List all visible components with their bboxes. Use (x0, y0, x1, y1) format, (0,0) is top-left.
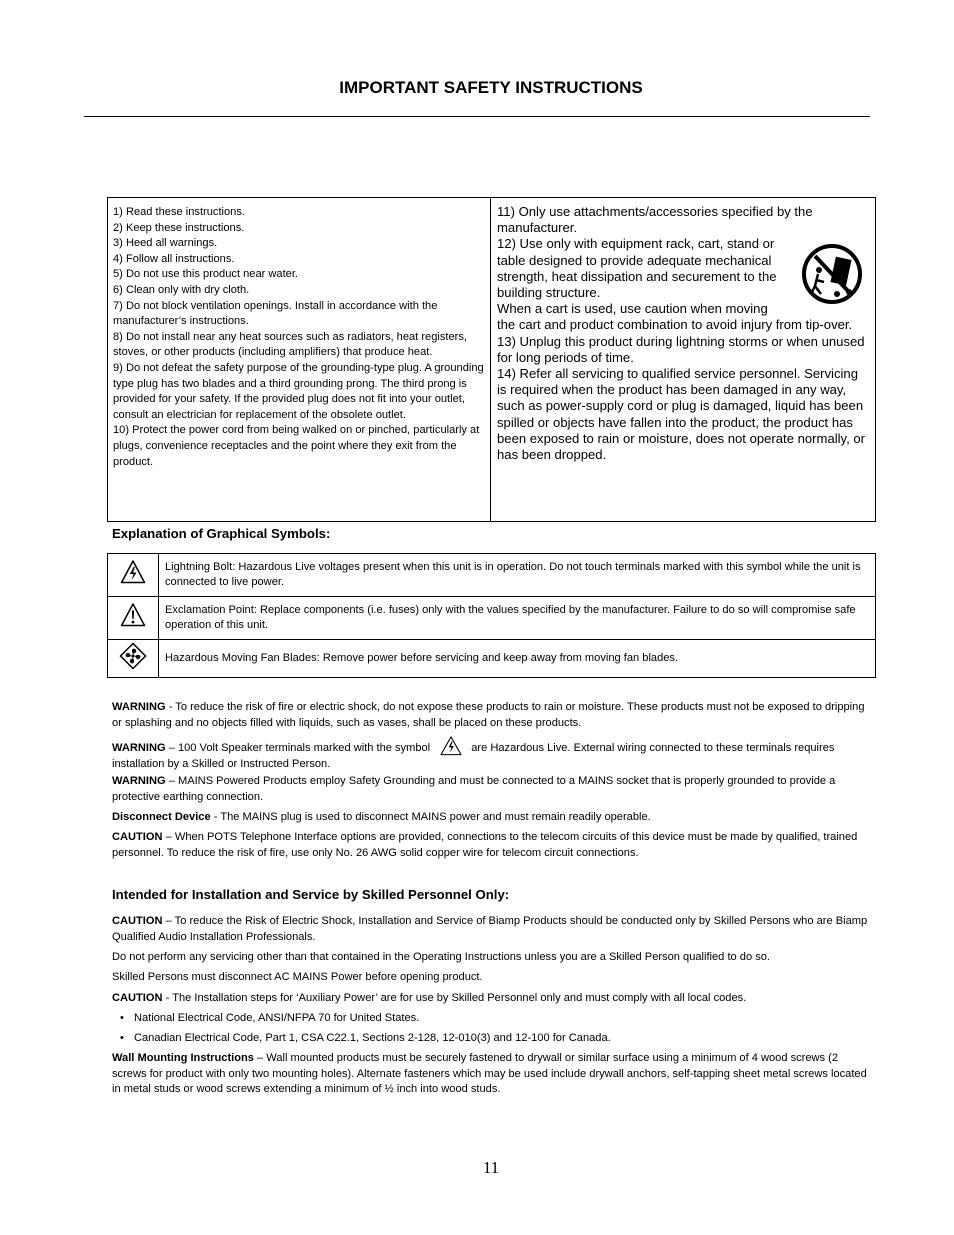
warning-text: – When POTS Telephone Interface options are provided, connections to the telecom circuits of this device must be made by qualified, trained personnel. To reduce the risk of fire, use only No. 26 AWG solid copper wire for telecom circuit connections. (112, 831, 858, 859)
skilled-personnel-heading: Intended for Installation and Service by Skilled Personnel Only: (112, 887, 510, 902)
warning-label: WARNING (112, 742, 166, 754)
instruction-item: 4) Follow all instructions. (113, 252, 235, 265)
wall-mounting-paragraph (112, 1051, 872, 1098)
instruction-item: 12) Use only with equipment rack, cart, stand or table designed to provide adequate mechanical strength, heat dissipation and securement to the building structure. (497, 236, 777, 301)
warning-text: - The MAINS plug is used to disconnect MAINS power and must remain readily operable. (210, 811, 651, 823)
page-number: 11 (482, 1158, 500, 1177)
instructions-table (107, 197, 876, 522)
warning-text: – 100 Volt Speaker terminals marked with the symbol (165, 742, 431, 754)
symbol-icon-cell (108, 640, 159, 678)
caution-text: Do not perform any servicing other than that contained in the Operating Instructions unless you are a Skilled Person qualified to do so. (112, 951, 770, 963)
wall-mounting-label: Wall Mounting Instructions (112, 1052, 254, 1064)
list-item (120, 1031, 611, 1047)
bullet-icon: • (120, 1012, 124, 1024)
fan-blades-icon (119, 642, 147, 670)
instruction-item: 8) Do not install near any heat sources such as radiators, heat registers, stoves, or other products (including amplifiers) that produce heat. (113, 330, 467, 359)
warning-paragraph (112, 700, 872, 731)
caution-paragraph (112, 991, 872, 1007)
caution-label: CAUTION (112, 992, 163, 1004)
list-item (120, 1011, 419, 1027)
symbol-row (108, 640, 876, 678)
instruction-item: 14) Refer all servicing to qualified service personnel. Servicing is required when the product has been damaged in any way, such as power-supply cord or plug is damaged, liquid has been spilled or objects have fallen into the product, the product has been exposed to rain or moisture, does not operate normally, or has been dropped. (497, 366, 866, 463)
warning-paragraph (112, 830, 872, 861)
warning-label: WARNING (112, 701, 166, 713)
exclamation-point-icon (120, 602, 146, 628)
list-item-text: National Electrical Code, ANSI/NFPA 70 for United States. (134, 1012, 420, 1024)
instruction-item: 13) Unplug this product during lightning storms or when unused for long periods of time. (497, 333, 865, 365)
instruction-item: 7) Do not block ventilation openings. Install in accordance with the manufacturer’s instructions. (113, 299, 438, 328)
instructions-left-column (108, 198, 491, 521)
title-divider (84, 116, 870, 117)
caution-label: CAUTION (112, 915, 163, 927)
instruction-item: 5) Do not use this product near water. (113, 268, 298, 281)
warning-text: are Hazardous Live. External wiring connected to these terminals requires installation by a Skilled or Instructed Person. (112, 742, 835, 770)
instruction-item: 6) Clean only with dry cloth. (113, 283, 250, 296)
instruction-item: 1) Read these instructions. (113, 206, 245, 218)
lightning-bolt-icon (438, 736, 464, 756)
instructions-right-column (491, 198, 875, 521)
symbol-row (108, 597, 876, 640)
caution-text: – To reduce the Risk of Electric Shock, Installation and Service of Biamp Products should be conducted only by Skilled Persons who are Biamp Qualified Audio Installation Professionals. (112, 915, 868, 943)
instruction-item: 2) Keep these instructions. (113, 221, 245, 234)
symbol-description: Lightning Bolt: Hazardous Live voltages present when this unit is in operation. Do not touch terminals marked with this symbol while the unit is connected to live power. (159, 554, 876, 597)
symbol-description: Exclamation Point: Replace components (i.e. fuses) only with the values specified by the manufacturer. Failure to do so will compromise safe operation of this unit. (159, 597, 876, 640)
symbol-icon-cell (108, 554, 159, 597)
symbols-heading: Explanation of Graphical Symbols: (112, 526, 331, 541)
warning-paragraph (112, 774, 872, 805)
warning-paragraph (112, 810, 872, 826)
lightning-bolt-icon (120, 559, 146, 585)
warning-label: CAUTION (112, 831, 163, 843)
wall-mounting-text: – Wall mounted products must be securely fastened to drywall or similar surface using a minimum of 4 wood screws (2 screws for product with only two mounting holes). Alternate fasteners which may be used include drywall anchors, self-tapping sheet metal screws located in metal studs or wood screws extending a minimum of ½ inch into wood studs. (112, 1052, 867, 1095)
symbols-table (107, 553, 876, 678)
cart-tip-over-warning-icon (797, 244, 867, 304)
instruction-item: 10) Protect the power cord from being walked on or pinched, particularly at plugs, convenience receptacles and the point where they exit from the product. (113, 424, 480, 468)
symbol-row (108, 554, 876, 597)
caution-text: - The Installation steps for ‘Auxiliary Power’ are for use by Skilled Personnel only and must comply with all local codes. (162, 992, 747, 1004)
caution-paragraph (112, 914, 872, 945)
instruction-item: 11) Only use attachments/accessories specified by the manufacturer. (497, 204, 813, 236)
caution-paragraph (112, 970, 872, 986)
caution-text: Skilled Persons must disconnect AC MAINS Power before opening product. (112, 971, 483, 983)
warning-label: Disconnect Device (112, 811, 211, 823)
symbol-icon-cell (108, 597, 159, 640)
warning-text: – MAINS Powered Products employ Safety Grounding and must be connected to a MAINS socket that is properly grounded to provide a protective earthing connection. (112, 775, 836, 803)
warning-paragraph (112, 736, 872, 772)
page-title: IMPORTANT SAFETY INSTRUCTIONS (339, 78, 643, 97)
symbol-description: Hazardous Moving Fan Blades: Remove power before servicing and keep away from moving fan blades. (159, 640, 876, 678)
instruction-item: When a cart is used, use caution when moving the cart and product combination to avoid injury from tip-over. (497, 301, 853, 333)
warning-label: WARNING (112, 775, 166, 787)
warning-text: - To reduce the risk of fire or electric shock, do not expose these products to rain or moisture. These products must not be exposed to dripping or splashing and no objects filled with liquids, such as vases, shall be placed on these products. (112, 701, 865, 729)
list-item-text: Canadian Electrical Code, Part 1, CSA C22.1, Sections 2-128, 12-010(3) and 12-100 for Canada. (134, 1032, 611, 1044)
caution-paragraph (112, 950, 872, 966)
bullet-icon: • (120, 1032, 124, 1044)
instruction-item: 9) Do not defeat the safety purpose of the grounding-type plug. A grounding type plug has two blades and a third grounding prong. The third prong is provided for your safety. If the provided plug does not fit into your outlet, consult an electrician for replacement of the obsolete outlet. (113, 361, 484, 421)
instruction-item: 3) Heed all warnings. (113, 237, 218, 250)
